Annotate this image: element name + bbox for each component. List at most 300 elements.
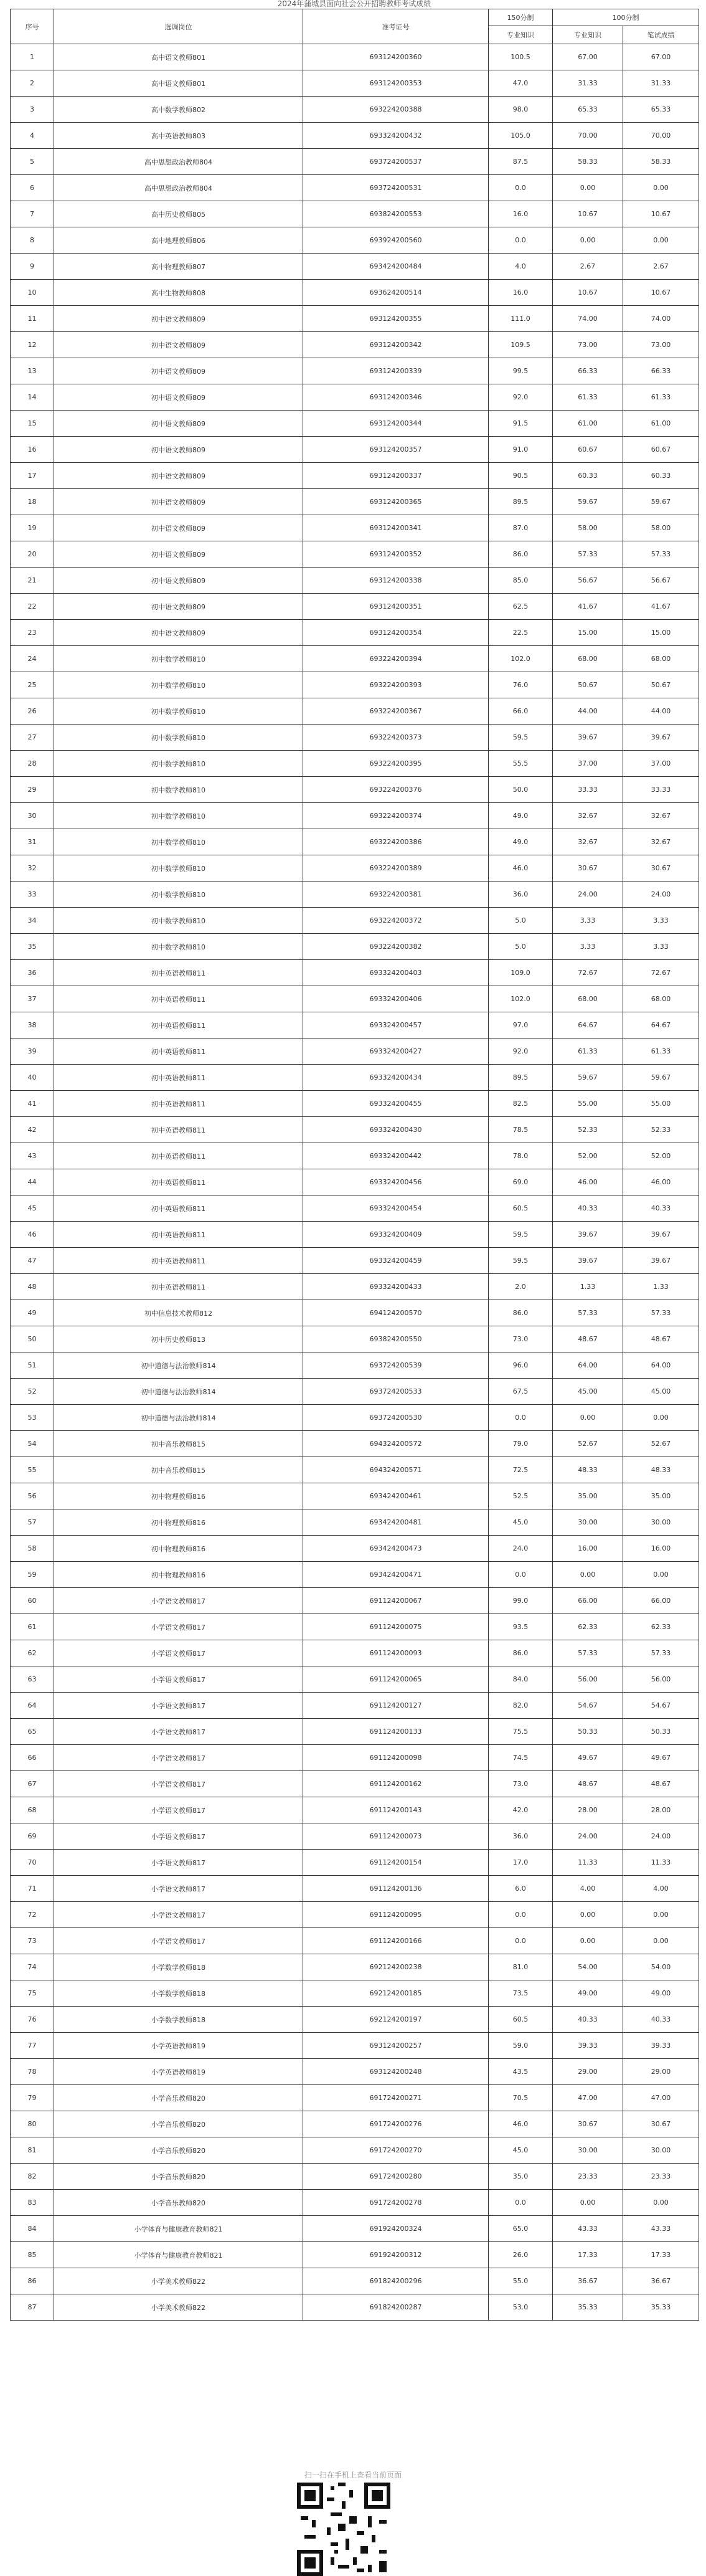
row-index: 73 [11, 1928, 54, 1954]
row-knowledge-100: 39.67 [553, 725, 623, 751]
row-exam-no: 693824200550 [303, 1326, 489, 1352]
row-position: 初中语文教师809 [54, 541, 303, 568]
row-exam-no: 691124200093 [303, 1640, 489, 1666]
row-knowledge-150: 91.0 [489, 437, 553, 463]
row-knowledge-100: 1.33 [553, 1274, 623, 1300]
table-row [11, 1431, 699, 1457]
table-row [11, 882, 699, 908]
row-index: 68 [11, 1797, 54, 1823]
row-knowledge-100: 52.67 [553, 1431, 623, 1457]
row-exam-no: 691124200133 [303, 1719, 489, 1745]
table-row [11, 1719, 699, 1745]
row-knowledge-150: 36.0 [489, 1823, 553, 1850]
row-index: 79 [11, 2085, 54, 2111]
row-exam-no: 693124200353 [303, 70, 489, 97]
row-position: 初中道德与法治教师814 [54, 1352, 303, 1379]
table-header [11, 9, 699, 44]
row-written-score: 61.00 [623, 411, 699, 437]
table-row [11, 2164, 699, 2190]
row-knowledge-100: 48.67 [553, 1771, 623, 1797]
row-written-score: 52.00 [623, 1143, 699, 1169]
row-position: 初中数学教师810 [54, 751, 303, 777]
row-index: 3 [11, 97, 54, 123]
row-position: 初中物理教师816 [54, 1562, 303, 1588]
row-index: 1 [11, 44, 54, 70]
row-knowledge-150: 102.0 [489, 986, 553, 1012]
row-written-score: 64.67 [623, 1012, 699, 1038]
document-title: 2024年蒲城县面向社会公开招聘教师考试成绩 [277, 0, 431, 8]
row-knowledge-100: 30.00 [553, 1509, 623, 1536]
row-written-score: 57.33 [623, 541, 699, 568]
table-row [11, 70, 699, 97]
row-knowledge-100: 60.33 [553, 463, 623, 489]
header-group-100: 100分制 [553, 9, 699, 26]
row-written-score: 55.00 [623, 1091, 699, 1117]
row-exam-no: 693324200430 [303, 1117, 489, 1143]
table-row [11, 986, 699, 1012]
row-exam-no: 693824200553 [303, 201, 489, 227]
row-position: 高中地理教师806 [54, 227, 303, 254]
row-knowledge-100: 57.33 [553, 541, 623, 568]
row-index: 56 [11, 1483, 54, 1509]
row-knowledge-150: 46.0 [489, 2111, 553, 2137]
row-knowledge-150: 69.0 [489, 1169, 553, 1195]
table-row [11, 1693, 699, 1719]
row-position: 初中英语教师811 [54, 1195, 303, 1222]
row-exam-no: 693324200455 [303, 1091, 489, 1117]
row-exam-no: 691124200162 [303, 1771, 489, 1797]
row-exam-no: 693724200533 [303, 1379, 489, 1405]
row-knowledge-150: 79.0 [489, 1431, 553, 1457]
row-knowledge-150: 89.5 [489, 1065, 553, 1091]
row-knowledge-100: 55.00 [553, 1091, 623, 1117]
row-knowledge-150: 59.5 [489, 1248, 553, 1274]
row-knowledge-100: 43.33 [553, 2216, 623, 2242]
table-row [11, 1195, 699, 1222]
row-position: 小学音乐教师820 [54, 2085, 303, 2111]
row-index: 25 [11, 672, 54, 698]
row-exam-no: 693124200365 [303, 489, 489, 515]
row-knowledge-150: 52.5 [489, 1483, 553, 1509]
row-knowledge-100: 68.00 [553, 986, 623, 1012]
row-position: 初中英语教师811 [54, 1169, 303, 1195]
row-exam-no: 693324200432 [303, 123, 489, 149]
row-knowledge-150: 70.5 [489, 2085, 553, 2111]
row-written-score: 30.00 [623, 2137, 699, 2164]
row-exam-no: 693424200471 [303, 1562, 489, 1588]
row-knowledge-150: 66.0 [489, 698, 553, 725]
row-written-score: 54.67 [623, 1693, 699, 1719]
row-index: 34 [11, 908, 54, 934]
row-index: 24 [11, 646, 54, 672]
row-exam-no: 693324200403 [303, 960, 489, 986]
row-knowledge-100: 40.33 [553, 2007, 623, 2033]
row-written-score: 0.00 [623, 175, 699, 201]
row-index: 21 [11, 568, 54, 594]
row-written-score: 4.00 [623, 1876, 699, 1902]
row-knowledge-150: 55.0 [489, 2268, 553, 2294]
row-knowledge-100: 67.00 [553, 44, 623, 70]
table-row [11, 1143, 699, 1169]
row-position: 初中数学教师810 [54, 829, 303, 855]
row-exam-no: 693224200395 [303, 751, 489, 777]
row-index: 64 [11, 1693, 54, 1719]
row-exam-no: 693224200372 [303, 908, 489, 934]
row-position: 高中语文教师801 [54, 70, 303, 97]
row-position: 初中数学教师810 [54, 777, 303, 803]
table-row [11, 1248, 699, 1274]
row-position: 小学体育与健康教育教师821 [54, 2216, 303, 2242]
row-knowledge-150: 16.0 [489, 201, 553, 227]
row-knowledge-100: 17.33 [553, 2242, 623, 2268]
row-knowledge-100: 52.33 [553, 1117, 623, 1143]
row-index: 7 [11, 201, 54, 227]
row-written-score: 0.00 [623, 2190, 699, 2216]
row-exam-no: 693124200360 [303, 44, 489, 70]
row-written-score: 0.00 [623, 1928, 699, 1954]
table-row [11, 2059, 699, 2085]
row-position: 初中道德与法治教师814 [54, 1405, 303, 1431]
table-row [11, 803, 699, 829]
row-index: 41 [11, 1091, 54, 1117]
row-exam-no: 691724200271 [303, 2085, 489, 2111]
row-exam-no: 693324200442 [303, 1143, 489, 1169]
table-row [11, 672, 699, 698]
table-row [11, 1823, 699, 1850]
row-knowledge-100: 65.33 [553, 97, 623, 123]
row-exam-no: 691124200154 [303, 1850, 489, 1876]
row-knowledge-100: 28.00 [553, 1797, 623, 1823]
row-written-score: 73.00 [623, 332, 699, 358]
row-position: 初中音乐教师815 [54, 1431, 303, 1457]
table-row [11, 254, 699, 280]
row-position: 小学语文教师817 [54, 1928, 303, 1954]
row-index: 5 [11, 149, 54, 175]
row-knowledge-150: 60.5 [489, 2007, 553, 2033]
row-index: 8 [11, 227, 54, 254]
row-written-score: 47.00 [623, 2085, 699, 2111]
row-position: 初中物理教师816 [54, 1536, 303, 1562]
row-position: 初中历史教师813 [54, 1326, 303, 1352]
row-knowledge-100: 68.00 [553, 646, 623, 672]
row-position: 初中语文教师809 [54, 358, 303, 384]
row-knowledge-150: 53.0 [489, 2294, 553, 2321]
row-written-score: 49.67 [623, 1745, 699, 1771]
row-knowledge-100: 58.33 [553, 149, 623, 175]
row-knowledge-150: 99.0 [489, 1588, 553, 1614]
row-position: 小学音乐教师820 [54, 2164, 303, 2190]
row-position: 初中英语教师811 [54, 986, 303, 1012]
table-row [11, 1012, 699, 1038]
row-index: 78 [11, 2059, 54, 2085]
table-row [11, 934, 699, 960]
row-exam-no: 693124200355 [303, 306, 489, 332]
row-knowledge-150: 0.0 [489, 1562, 553, 1588]
table-row [11, 1797, 699, 1823]
row-position: 小学数学教师818 [54, 1954, 303, 1980]
row-written-score: 60.33 [623, 463, 699, 489]
row-knowledge-150: 90.5 [489, 463, 553, 489]
row-index: 38 [11, 1012, 54, 1038]
row-exam-no: 691924200324 [303, 2216, 489, 2242]
row-position: 初中音乐教师815 [54, 1457, 303, 1483]
row-position: 初中数学教师810 [54, 672, 303, 698]
row-index: 4 [11, 123, 54, 149]
row-position: 高中历史教师805 [54, 201, 303, 227]
row-exam-no: 691124200075 [303, 1614, 489, 1640]
row-knowledge-100: 0.00 [553, 1902, 623, 1928]
row-knowledge-100: 57.33 [553, 1300, 623, 1326]
row-knowledge-100: 10.67 [553, 280, 623, 306]
row-position: 初中数学教师810 [54, 882, 303, 908]
table-row [11, 2033, 699, 2059]
row-knowledge-150: 105.0 [489, 123, 553, 149]
row-written-score: 30.67 [623, 2111, 699, 2137]
row-written-score: 39.67 [623, 1248, 699, 1274]
row-knowledge-150: 85.0 [489, 568, 553, 594]
row-knowledge-100: 32.67 [553, 803, 623, 829]
row-index: 71 [11, 1876, 54, 1902]
row-knowledge-150: 86.0 [489, 1640, 553, 1666]
header-written-score: 笔试成绩 [623, 26, 699, 44]
row-position: 高中思想政治教师804 [54, 149, 303, 175]
row-index: 44 [11, 1169, 54, 1195]
row-knowledge-100: 0.00 [553, 175, 623, 201]
table-row [11, 227, 699, 254]
row-written-score: 48.67 [623, 1771, 699, 1797]
qr-code-icon [297, 2483, 390, 2576]
table-row [11, 829, 699, 855]
row-exam-no: 693724200531 [303, 175, 489, 201]
table-row [11, 1169, 699, 1195]
row-exam-no: 693124200346 [303, 384, 489, 411]
row-index: 16 [11, 437, 54, 463]
table-row [11, 332, 699, 358]
table-row [11, 358, 699, 384]
table-row [11, 411, 699, 437]
scores-table [10, 9, 699, 2321]
row-position: 小学英语教师819 [54, 2059, 303, 2085]
table-row [11, 698, 699, 725]
table-row [11, 44, 699, 70]
footer-caption: 扫一扫在手机上查看当前页面 [304, 2471, 402, 2479]
row-knowledge-100: 52.00 [553, 1143, 623, 1169]
row-knowledge-100: 64.67 [553, 1012, 623, 1038]
row-knowledge-100: 37.00 [553, 751, 623, 777]
row-index: 74 [11, 1954, 54, 1980]
row-exam-no: 693724200530 [303, 1405, 489, 1431]
row-knowledge-150: 111.0 [489, 306, 553, 332]
row-knowledge-150: 43.5 [489, 2059, 553, 2085]
row-written-score: 67.00 [623, 44, 699, 70]
row-exam-no: 693224200374 [303, 803, 489, 829]
row-knowledge-100: 33.33 [553, 777, 623, 803]
table-row [11, 908, 699, 934]
row-position: 小学语文教师817 [54, 1823, 303, 1850]
row-knowledge-100: 61.33 [553, 1038, 623, 1065]
row-knowledge-100: 59.67 [553, 1065, 623, 1091]
row-index: 22 [11, 594, 54, 620]
row-knowledge-150: 67.5 [489, 1379, 553, 1405]
table-row [11, 2294, 699, 2321]
row-index: 39 [11, 1038, 54, 1065]
row-written-score: 46.00 [623, 1169, 699, 1195]
row-written-score: 59.67 [623, 1065, 699, 1091]
row-index: 26 [11, 698, 54, 725]
table-row [11, 1222, 699, 1248]
row-position: 初中语文教师809 [54, 437, 303, 463]
row-position: 初中物理教师816 [54, 1509, 303, 1536]
row-exam-no: 693224200382 [303, 934, 489, 960]
row-position: 高中物理教师807 [54, 254, 303, 280]
row-written-score: 15.00 [623, 620, 699, 646]
table-row [11, 2007, 699, 2033]
row-knowledge-150: 35.0 [489, 2164, 553, 2190]
table-row [11, 1509, 699, 1536]
row-written-score: 36.67 [623, 2268, 699, 2294]
table-row [11, 777, 699, 803]
row-written-score: 68.00 [623, 646, 699, 672]
row-knowledge-150: 6.0 [489, 1876, 553, 1902]
row-written-score: 57.33 [623, 1640, 699, 1666]
row-position: 初中语文教师809 [54, 620, 303, 646]
row-position: 初中英语教师811 [54, 1248, 303, 1274]
row-knowledge-150: 24.0 [489, 1536, 553, 1562]
row-exam-no: 691124200095 [303, 1902, 489, 1928]
row-position: 初中数学教师810 [54, 803, 303, 829]
row-knowledge-150: 5.0 [489, 908, 553, 934]
row-position: 初中数学教师810 [54, 698, 303, 725]
table-row [11, 1405, 699, 1431]
row-exam-no: 691124200098 [303, 1745, 489, 1771]
row-written-score: 3.33 [623, 908, 699, 934]
row-written-score: 62.33 [623, 1614, 699, 1640]
row-knowledge-150: 0.0 [489, 1902, 553, 1928]
row-written-score: 39.67 [623, 1222, 699, 1248]
row-index: 2 [11, 70, 54, 97]
row-exam-no: 691124200143 [303, 1797, 489, 1823]
row-knowledge-100: 16.00 [553, 1536, 623, 1562]
row-written-score: 66.00 [623, 1588, 699, 1614]
row-knowledge-100: 48.67 [553, 1326, 623, 1352]
row-index: 57 [11, 1509, 54, 1536]
row-index: 66 [11, 1745, 54, 1771]
table-row [11, 1326, 699, 1352]
row-knowledge-100: 48.33 [553, 1457, 623, 1483]
row-position: 小学数学教师818 [54, 1980, 303, 2007]
row-written-score: 39.33 [623, 2033, 699, 2059]
row-knowledge-150: 0.0 [489, 2190, 553, 2216]
row-exam-no: 693124200354 [303, 620, 489, 646]
row-exam-no: 693224200394 [303, 646, 489, 672]
table-row [11, 1300, 699, 1326]
row-index: 31 [11, 829, 54, 855]
row-exam-no: 691824200287 [303, 2294, 489, 2321]
row-position: 小学语文教师817 [54, 1902, 303, 1928]
row-position: 初中数学教师810 [54, 646, 303, 672]
table-row [11, 1902, 699, 1928]
row-exam-no: 694324200572 [303, 1431, 489, 1457]
table-row [11, 123, 699, 149]
row-knowledge-150: 87.5 [489, 149, 553, 175]
row-position: 初中英语教师811 [54, 1143, 303, 1169]
row-position: 初中语文教师809 [54, 463, 303, 489]
row-knowledge-150: 42.0 [489, 1797, 553, 1823]
row-knowledge-100: 29.00 [553, 2059, 623, 2085]
row-position: 小学语文教师817 [54, 1614, 303, 1640]
row-written-score: 41.67 [623, 594, 699, 620]
row-knowledge-100: 31.33 [553, 70, 623, 97]
row-index: 28 [11, 751, 54, 777]
row-knowledge-100: 54.00 [553, 1954, 623, 1980]
row-written-score: 31.33 [623, 70, 699, 97]
row-exam-no: 693324200433 [303, 1274, 489, 1300]
row-index: 30 [11, 803, 54, 829]
row-index: 27 [11, 725, 54, 751]
row-index: 69 [11, 1823, 54, 1850]
row-knowledge-150: 97.0 [489, 1012, 553, 1038]
table-row [11, 1457, 699, 1483]
table-row [11, 541, 699, 568]
row-exam-no: 693124200341 [303, 515, 489, 541]
row-knowledge-150: 75.5 [489, 1719, 553, 1745]
row-exam-no: 691924200312 [303, 2242, 489, 2268]
row-index: 37 [11, 986, 54, 1012]
header-exam-no: 准考证号 [303, 9, 489, 44]
row-exam-no: 691124200067 [303, 1588, 489, 1614]
row-knowledge-100: 56.00 [553, 1666, 623, 1693]
row-knowledge-100: 66.33 [553, 358, 623, 384]
row-index: 85 [11, 2242, 54, 2268]
row-knowledge-100: 15.00 [553, 620, 623, 646]
row-position: 小学语文教师817 [54, 1666, 303, 1693]
row-written-score: 43.33 [623, 2216, 699, 2242]
row-index: 14 [11, 384, 54, 411]
table-row [11, 751, 699, 777]
row-written-score: 1.33 [623, 1274, 699, 1300]
row-index: 29 [11, 777, 54, 803]
row-knowledge-100: 73.00 [553, 332, 623, 358]
row-written-score: 61.33 [623, 1038, 699, 1065]
row-knowledge-100: 70.00 [553, 123, 623, 149]
row-index: 13 [11, 358, 54, 384]
row-exam-no: 691824200296 [303, 2268, 489, 2294]
row-position: 高中思想政治教师804 [54, 175, 303, 201]
row-exam-no: 691724200280 [303, 2164, 489, 2190]
row-exam-no: 693124200351 [303, 594, 489, 620]
row-position: 高中语文教师801 [54, 44, 303, 70]
row-written-score: 23.33 [623, 2164, 699, 2190]
row-knowledge-150: 102.0 [489, 646, 553, 672]
row-written-score: 35.00 [623, 1483, 699, 1509]
row-index: 6 [11, 175, 54, 201]
row-written-score: 45.00 [623, 1379, 699, 1405]
row-written-score: 59.67 [623, 489, 699, 515]
row-knowledge-150: 60.5 [489, 1195, 553, 1222]
row-exam-no: 692124200197 [303, 2007, 489, 2033]
row-index: 46 [11, 1222, 54, 1248]
row-exam-no: 693124200338 [303, 568, 489, 594]
row-position: 小学体育与健康教育教师821 [54, 2242, 303, 2268]
row-knowledge-100: 35.00 [553, 1483, 623, 1509]
row-knowledge-100: 62.33 [553, 1614, 623, 1640]
row-written-score: 28.00 [623, 1797, 699, 1823]
row-knowledge-150: 47.0 [489, 70, 553, 97]
row-index: 54 [11, 1431, 54, 1457]
row-position: 初中语文教师809 [54, 306, 303, 332]
row-knowledge-100: 30.67 [553, 855, 623, 882]
row-index: 70 [11, 1850, 54, 1876]
